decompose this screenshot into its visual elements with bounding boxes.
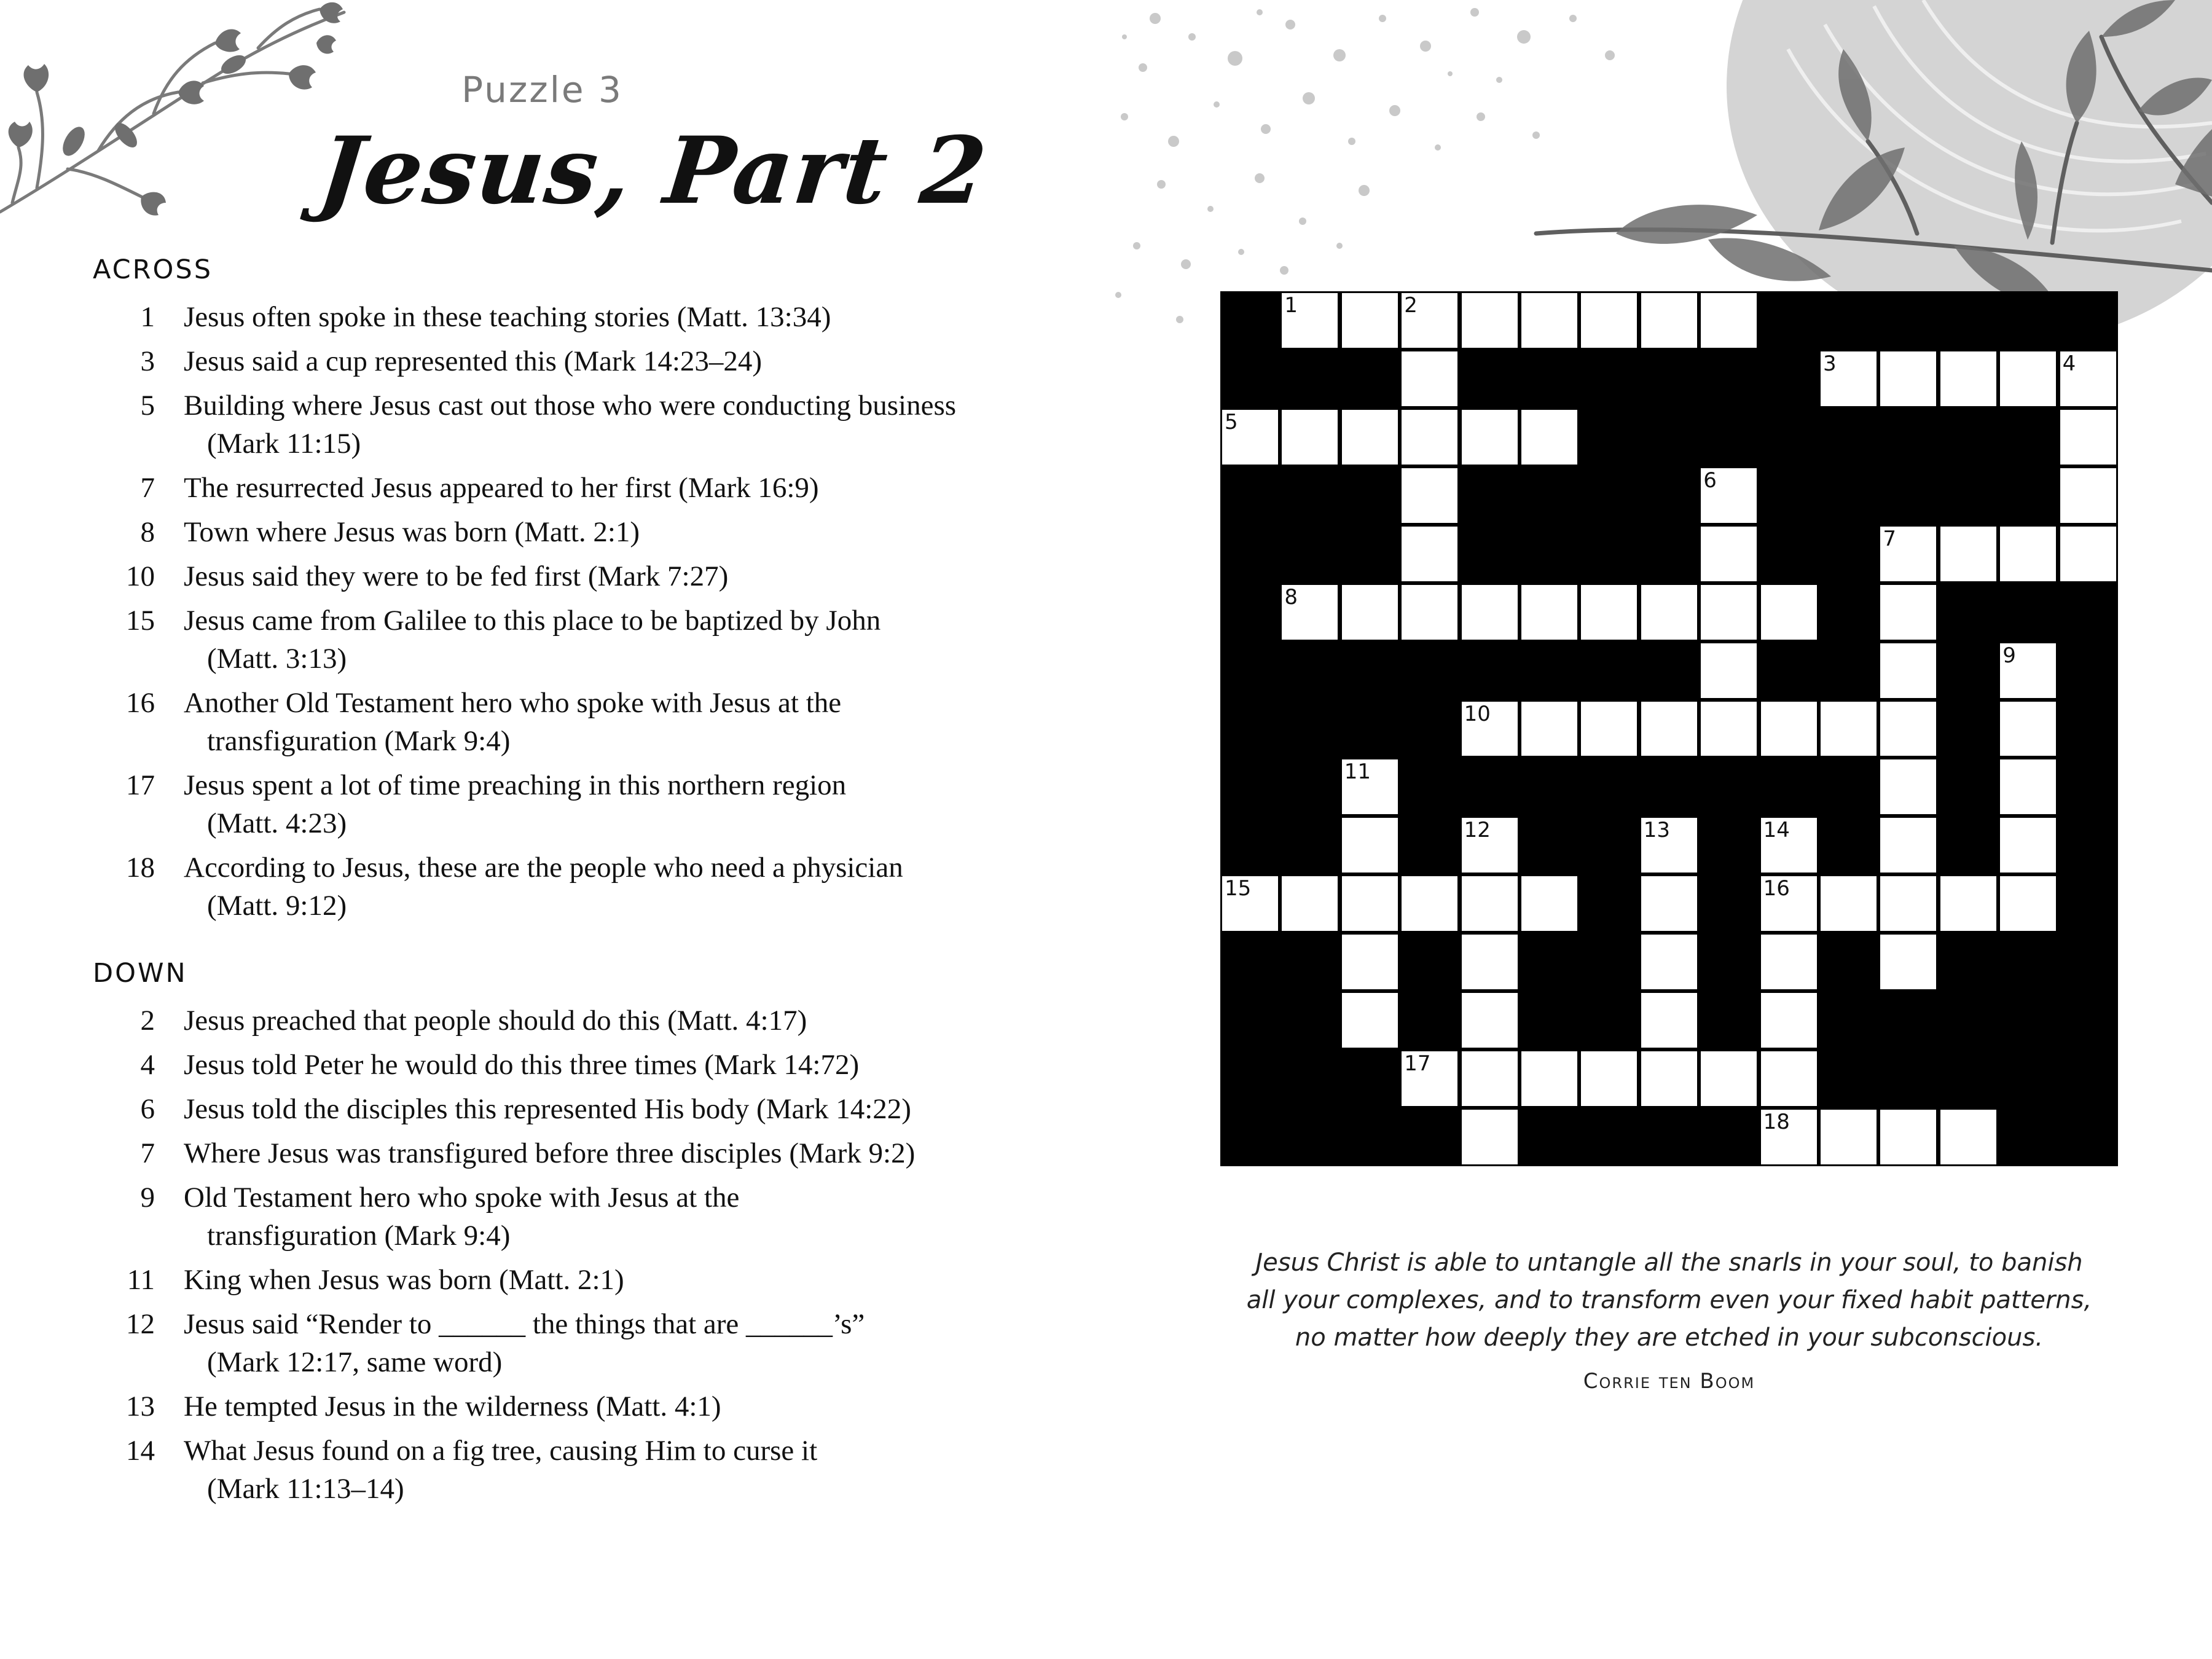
clue-number: 6: [140, 1093, 155, 1125]
clue-line-continued: transfiguration (Mark 9:4): [207, 1220, 511, 1252]
clue-text: [184, 469, 1001, 507]
quote-line: no matter how deeply they are etched in your subconscious.: [1295, 1324, 2044, 1352]
clue-text: [184, 342, 1001, 380]
grid-cell[interactable]: [1701, 585, 1757, 640]
clue-number: 8: [140, 516, 155, 548]
puzzle-title: Jesus, Part 2: [313, 117, 992, 225]
across-clue: [0, 557, 1045, 602]
grid-cell[interactable]: [1282, 876, 1338, 931]
quote-attribution: Corrie ten Boom: [1583, 1369, 1755, 1394]
grid-cell[interactable]: [1462, 293, 1518, 348]
grid-cell[interactable]: [1940, 351, 1996, 406]
cell-number: 13: [1643, 818, 1671, 843]
grid-cell[interactable]: [2060, 351, 2116, 406]
cell-number: 15: [1225, 876, 1252, 901]
down-clue: [0, 1046, 1045, 1090]
grid-cell[interactable]: [1701, 643, 1757, 698]
grid-cell[interactable]: [1940, 527, 1996, 581]
grid-cell[interactable]: [1342, 293, 1398, 348]
down-clue: [0, 1432, 1045, 1514]
grid-cell[interactable]: [2000, 702, 2056, 756]
grid-cell[interactable]: [1880, 351, 1936, 406]
grid-cell[interactable]: [1521, 702, 1577, 756]
clue-line: Jesus told Peter he would do this three times (Mark 14:72): [184, 1049, 860, 1081]
clue-number: 7: [140, 1137, 155, 1169]
cell-number: 10: [1464, 701, 1491, 726]
grid-cell[interactable]: [1462, 410, 1518, 465]
grid-cell[interactable]: [1402, 410, 1457, 465]
puzzle-label: Puzzle 3: [461, 69, 623, 111]
grid-cell[interactable]: [1880, 585, 1936, 640]
grid-cell[interactable]: [1880, 759, 1936, 814]
down-clue: [0, 1134, 1045, 1179]
grid-cell[interactable]: [1641, 876, 1697, 931]
clue-text: [184, 684, 1001, 760]
clue-line: What Jesus found on a fig tree, causing Him to curse it: [184, 1435, 818, 1467]
grid-cell[interactable]: [1581, 585, 1637, 640]
grid-cell[interactable]: [2000, 351, 2056, 406]
grid-cell[interactable]: [1521, 1051, 1577, 1106]
cell-number: 3: [1823, 351, 1837, 376]
clue-line: Jesus told the disciples this represented His body (Mark 14:22): [184, 1093, 911, 1125]
cell-number: 8: [1284, 584, 1298, 610]
grid-cell[interactable]: [2000, 759, 2056, 814]
clue-number: 4: [140, 1049, 155, 1081]
clue-line-continued: (Matt. 4:23): [207, 807, 347, 839]
cell-number: 17: [1404, 1051, 1431, 1077]
down-clue-list: [0, 1002, 1045, 1514]
grid-cell[interactable]: [1342, 935, 1398, 989]
clue-text: [184, 1261, 1001, 1299]
grid-cell[interactable]: [1402, 527, 1457, 581]
clue-line: Jesus came from Galilee to this place to be baptized by John: [184, 605, 881, 637]
cell-number: 2: [1404, 293, 1418, 318]
grid-cell[interactable]: [1402, 876, 1457, 931]
clue-line: He tempted Jesus in the wilderness (Matt. 4:1): [184, 1390, 721, 1422]
clue-number: 14: [126, 1435, 155, 1467]
cell-number: 16: [1763, 876, 1790, 901]
clue-line: Old Testament hero who spoke with Jesus at the: [184, 1182, 740, 1214]
clue-number: 9: [140, 1182, 155, 1214]
clue-text: [184, 1046, 1001, 1084]
clue-line: According to Jesus, these are the people who need a physician: [184, 852, 903, 884]
grid-cell[interactable]: [1462, 993, 1518, 1048]
grid-cell[interactable]: [1462, 585, 1518, 640]
grid-cell[interactable]: [1821, 702, 1877, 756]
grid-cell[interactable]: [1880, 702, 1936, 756]
clue-number: 15: [126, 605, 155, 637]
grid-cell[interactable]: [1701, 1051, 1757, 1106]
across-clue: [0, 849, 1045, 931]
grid-cell[interactable]: [1462, 702, 1518, 756]
cell-number: 7: [1883, 526, 1897, 551]
grid-cell[interactable]: [1402, 293, 1457, 348]
down-clue: [0, 1179, 1045, 1261]
clue-line: Jesus said they were to be fed first (Mark 7:27): [184, 560, 729, 592]
grid-cell[interactable]: [1342, 410, 1398, 465]
grid-cell[interactable]: [1462, 818, 1518, 873]
grid-cell[interactable]: [2060, 468, 2116, 523]
clue-text: [184, 766, 1001, 842]
grid-cell[interactable]: [1761, 876, 1817, 931]
across-clue: [0, 766, 1045, 849]
clue-number: 7: [140, 472, 155, 504]
clue-number: 2: [140, 1005, 155, 1037]
grid-cell[interactable]: [1402, 351, 1457, 406]
grid-cell[interactable]: [1521, 410, 1577, 465]
clue-line-continued: (Matt. 9:12): [207, 890, 347, 922]
across-clue: [0, 342, 1045, 386]
crossword-grid: [1220, 291, 2118, 1166]
clue-number: 17: [126, 769, 155, 801]
clue-number: 16: [126, 687, 155, 719]
across-clue: [0, 684, 1045, 766]
grid-cell[interactable]: [1462, 935, 1518, 989]
grid-cell[interactable]: [1282, 585, 1338, 640]
grid-cell[interactable]: [1402, 585, 1457, 640]
clue-number: 18: [126, 852, 155, 884]
clue-text: [184, 298, 1001, 336]
grid-cell[interactable]: [1402, 468, 1457, 523]
grid-cell[interactable]: [1880, 818, 1936, 873]
grid-cell[interactable]: [1282, 410, 1338, 465]
grid-cell[interactable]: [1462, 1110, 1518, 1164]
across-clue: [0, 602, 1045, 684]
grid-cell[interactable]: [1761, 702, 1817, 756]
across-clue: [0, 469, 1045, 513]
down-clue: [0, 1305, 1045, 1387]
clue-line: Another Old Testament hero who spoke with Jesus at the: [184, 687, 842, 719]
across-clue: [0, 513, 1045, 557]
leafy-branch-decoration: [1524, 0, 2212, 320]
grid-cell[interactable]: [1222, 410, 1278, 465]
clue-text: [184, 386, 1001, 463]
grid-cell[interactable]: [1641, 585, 1697, 640]
across-clue-list: [0, 298, 1045, 931]
grid-cell[interactable]: [1581, 702, 1637, 756]
cell-number: 6: [1703, 468, 1717, 493]
cell-number: 11: [1344, 759, 1371, 785]
grid-cell[interactable]: [1641, 1051, 1697, 1106]
grid-cell[interactable]: [1521, 585, 1577, 640]
grid-cell[interactable]: [2000, 876, 2056, 931]
grid-cell[interactable]: [1880, 527, 1936, 581]
grid-cell[interactable]: [1342, 585, 1398, 640]
grid-cell[interactable]: [1342, 818, 1398, 873]
clue-number: 3: [140, 345, 155, 377]
across-clue: [0, 298, 1045, 342]
across-heading: ACROSS: [93, 254, 213, 285]
grid-cell[interactable]: [1821, 876, 1877, 931]
grid-cell[interactable]: [1581, 293, 1637, 348]
quote-line: all your complexes, and to transform even your fixed habit patterns,: [1246, 1286, 2092, 1314]
grid-cell[interactable]: [1761, 1051, 1817, 1106]
grid-cell[interactable]: [1282, 293, 1338, 348]
clue-number: 5: [140, 390, 155, 422]
clue-text: [184, 1305, 1001, 1381]
grid-cell[interactable]: [1761, 993, 1817, 1048]
grid-cell[interactable]: [1701, 702, 1757, 756]
clue-line-continued: (Mark 11:13–14): [207, 1473, 404, 1505]
clue-text: [184, 557, 1001, 595]
down-clue: [0, 1002, 1045, 1046]
grid-cell[interactable]: [1641, 702, 1697, 756]
grid-cell[interactable]: [1641, 935, 1697, 989]
grid-cell[interactable]: [1641, 818, 1697, 873]
clue-number: 12: [126, 1308, 155, 1340]
cell-number: 1: [1284, 293, 1298, 318]
quote: [1220, 1244, 2118, 1357]
grid-cell[interactable]: [1701, 527, 1757, 581]
cell-number: 12: [1464, 818, 1491, 843]
clue-text: [184, 1002, 1001, 1040]
grid-cell[interactable]: [1761, 818, 1817, 873]
grid-cell[interactable]: [1701, 468, 1757, 523]
clue-line: Town where Jesus was born (Matt. 2:1): [184, 516, 640, 548]
clue-line: Building where Jesus cast out those who were conducting business: [184, 390, 957, 422]
grid-cell[interactable]: [1342, 876, 1398, 931]
grid-cell[interactable]: [2060, 410, 2116, 465]
clue-line: Jesus said “Render to ______ the things that are ______’s”: [184, 1308, 865, 1340]
clue-line: Jesus spent a lot of time preaching in this northern region: [184, 769, 847, 801]
down-heading: DOWN: [93, 958, 187, 989]
clue-text: [184, 1090, 1001, 1128]
grid-cell[interactable]: [2000, 818, 2056, 873]
clue-number: 10: [126, 560, 155, 592]
across-clue: [0, 386, 1045, 469]
clue-text: [184, 513, 1001, 551]
grid-cell[interactable]: [1880, 1110, 1936, 1164]
grid-cell[interactable]: [2000, 527, 2056, 581]
down-clue: [0, 1090, 1045, 1134]
clue-line-continued: (Matt. 3:13): [207, 643, 347, 675]
down-clue: [0, 1387, 1045, 1432]
cell-number: 14: [1763, 818, 1790, 843]
grid-cell[interactable]: [1462, 1051, 1518, 1106]
grid-cell[interactable]: [1521, 876, 1577, 931]
grid-cell[interactable]: [1940, 1110, 1996, 1164]
grid-cell[interactable]: [1880, 935, 1936, 989]
clue-text: [184, 1432, 1001, 1508]
grid-cell[interactable]: [1821, 1110, 1877, 1164]
grid-cell[interactable]: [1821, 351, 1877, 406]
clue-line-continued: (Mark 11:15): [207, 428, 361, 460]
grid-cell[interactable]: [1641, 293, 1697, 348]
grid-cell[interactable]: [1880, 643, 1936, 698]
clue-line-continued: (Mark 12:17, same word): [207, 1346, 503, 1378]
grid-cell[interactable]: [1462, 876, 1518, 931]
grid-cell[interactable]: [1521, 293, 1577, 348]
grid-cell[interactable]: [1940, 876, 1996, 931]
clue-line: Jesus said a cup represented this (Mark 14:23–24): [184, 345, 763, 377]
grid-cell[interactable]: [1641, 993, 1697, 1048]
clue-line: Jesus often spoke in these teaching stories (Matt. 13:34): [184, 301, 831, 333]
cell-number: 9: [2002, 643, 2016, 668]
grid-cell[interactable]: [1581, 1051, 1637, 1106]
clue-text: [184, 1134, 1001, 1172]
grid-cell[interactable]: [1761, 1110, 1817, 1164]
clue-text: [184, 849, 1001, 925]
grid-cell[interactable]: [1761, 585, 1817, 640]
clue-number: 11: [127, 1264, 155, 1296]
clue-text: [184, 1387, 1001, 1426]
cell-number: 5: [1225, 409, 1238, 434]
grid-cell[interactable]: [1402, 1051, 1457, 1106]
grid-cell[interactable]: [1342, 993, 1398, 1048]
clue-line: Where Jesus was transfigured before three disciples (Mark 9:2): [184, 1137, 916, 1169]
grid-cell[interactable]: [1342, 759, 1398, 814]
clue-number: 1: [140, 301, 155, 333]
grid-cell[interactable]: [1701, 293, 1757, 348]
grid-cell[interactable]: [2060, 527, 2116, 581]
cell-number: 18: [1763, 1110, 1790, 1135]
grid-cell[interactable]: [1761, 935, 1817, 989]
grid-cell[interactable]: [1880, 876, 1936, 931]
down-clue: [0, 1261, 1045, 1305]
clue-number: 13: [126, 1390, 155, 1422]
clue-text: [184, 1179, 1001, 1255]
clue-line: The resurrected Jesus appeared to her first (Mark 16:9): [184, 472, 819, 504]
clue-line-continued: transfiguration (Mark 9:4): [207, 725, 511, 757]
quote-line: Jesus Christ is able to untangle all the snarls in your soul, to banish: [1255, 1249, 2083, 1277]
grid-cell[interactable]: [2000, 643, 2056, 698]
clue-line: King when Jesus was born (Matt. 2:1): [184, 1264, 624, 1296]
clue-line: Jesus preached that people should do this (Matt. 4:17): [184, 1005, 807, 1037]
clue-text: [184, 602, 1001, 678]
grid-cell[interactable]: [1222, 876, 1278, 931]
cell-number: 4: [2062, 351, 2076, 376]
